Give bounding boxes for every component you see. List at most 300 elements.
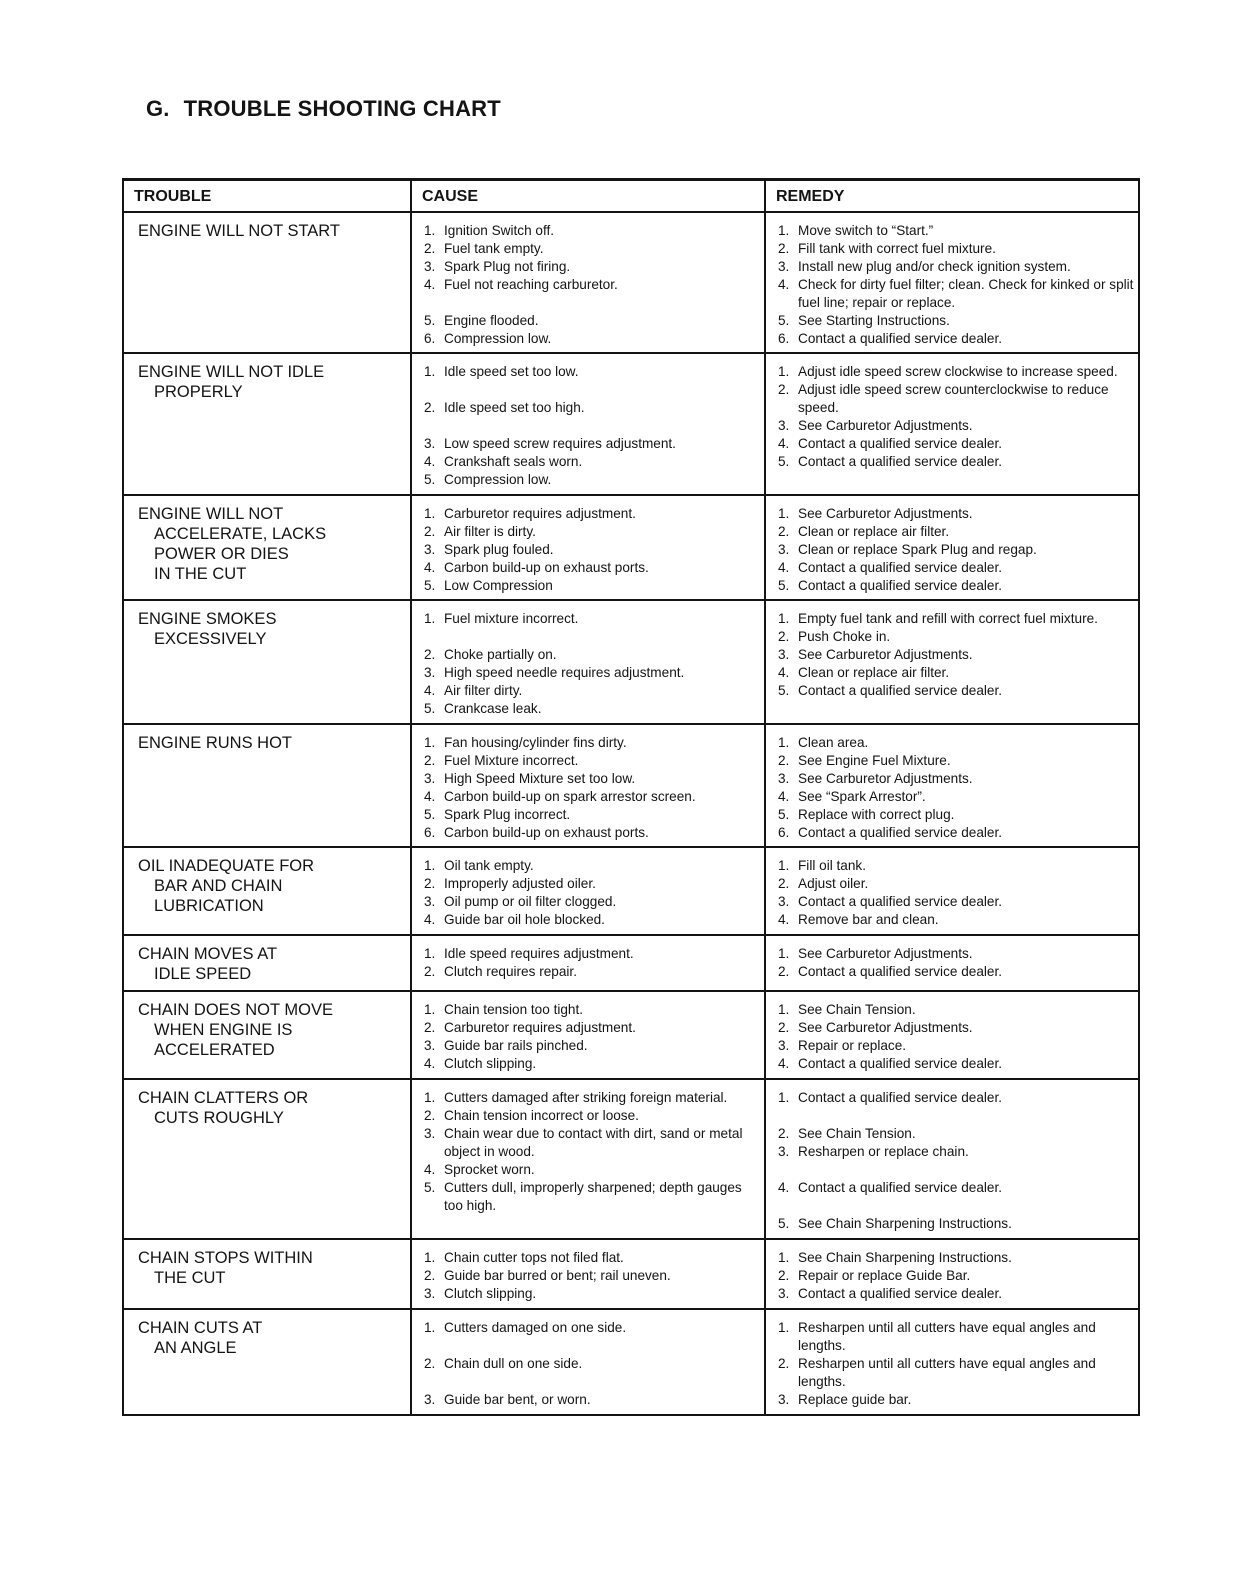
item-number: 5. [424,806,436,822]
item-number: 4. [424,911,436,927]
item-number: 1. [778,1001,790,1017]
item-number: 2. [424,1019,436,1035]
remedy-list [766,213,1138,352]
list-item [778,435,1134,453]
cause-list [412,936,764,985]
cause-cell [411,724,765,847]
trouble-line: CHAIN DOES NOT MOVE [138,1000,333,1019]
list-item [424,734,760,752]
item-number: 6. [778,330,790,346]
cause-cell [411,1239,765,1309]
list-item [424,770,760,788]
list-item [424,1107,760,1125]
trouble-line: OIL INADEQUATE FOR [138,856,315,875]
item-text: See Carburetor Adjustments. [798,417,973,433]
list-item [424,276,760,294]
list-item [778,330,1134,348]
item-text: Spark plug fouled. [444,541,554,557]
list-item [778,857,1134,875]
item-text: Remove bar and clean. [798,911,939,927]
table-row [123,847,1139,935]
item-text: Cutters dull, improperly sharpened; depth gauges too high. [444,1179,742,1213]
item-text: Oil tank empty. [444,857,534,873]
item-number: 2. [778,628,790,644]
trouble-cell [123,1239,411,1309]
table-row [123,600,1139,724]
list-item [424,1391,760,1409]
list-item [778,945,1134,963]
item-number: 1. [778,857,790,873]
list-item [424,523,760,541]
list-item [778,240,1134,258]
list-item [424,258,760,276]
item-text: Contact a qualified service dealer. [798,682,1003,698]
list-item [778,752,1134,770]
item-text: Replace with correct plug. [798,806,955,822]
item-text: Adjust idle speed screw clockwise to increase speed. [798,363,1118,379]
item-text: Spark Plug incorrect. [444,806,571,822]
table-body [123,212,1139,1415]
list-item [778,453,1134,471]
remedy-list [766,936,1138,985]
list-item [778,523,1134,541]
list-item [778,1089,1134,1107]
cause-cell [411,212,765,353]
item-text: Compression low. [444,471,552,487]
item-text: See Carburetor Adjustments. [798,646,973,662]
list-item [424,875,760,893]
item-number: 1. [778,945,790,961]
item-text: Check for dirty fuel filter; clean. Check for kinked or split fuel line; repair or replace. [798,276,1134,310]
item-number: 2. [424,646,436,662]
item-text: Fill tank with correct fuel mixture. [798,240,996,256]
trouble-cell [123,991,411,1079]
item-text: See “Spark Arrestor”. [798,788,926,804]
cause-cell [411,495,765,600]
table-row [123,935,1139,991]
trouble-cell [123,935,411,991]
item-number: 3. [778,770,790,786]
item-number: 5. [424,700,436,716]
item-text: Carbon build-up on spark arrestor screen. [444,788,696,804]
remedy-list [766,601,1138,704]
item-number: 2. [424,963,436,979]
item-text: Contact a qualified service dealer. [798,893,1003,909]
item-number: 4. [778,1055,790,1071]
list-item [778,363,1134,381]
list-item [424,945,760,963]
item-text: Chain tension incorrect or loose. [444,1107,639,1123]
cause-cell [411,847,765,935]
cause-cell [411,600,765,724]
item-number: 3. [424,1391,436,1407]
item-text: Guide bar rails pinched. [444,1037,588,1053]
header-remedy: REMEDY [765,180,1139,212]
list-item [778,1037,1134,1055]
item-number: 2. [778,963,790,979]
item-number: 3. [424,258,436,274]
item-number: 6. [424,824,436,840]
item-text: See Chain Tension. [798,1001,916,1017]
item-number: 2. [424,875,436,891]
list-item [778,505,1134,523]
trouble-line: BAR AND CHAIN [154,876,283,895]
item-text: Low speed screw requires adjustment. [444,435,676,451]
trouble-line: ACCELERATED [154,1040,275,1059]
list-item [778,734,1134,752]
item-text: Guide bar burred or bent; rail uneven. [444,1267,671,1283]
trouble-cell [123,724,411,847]
item-number: 4. [778,1179,790,1195]
item-text: Fan housing/cylinder fins dirty. [444,734,627,750]
table-row [123,724,1139,847]
list-item [424,963,760,981]
list-item [424,752,760,770]
item-number: 4. [424,453,436,469]
item-number: 1. [424,1001,436,1017]
list-item [424,911,760,929]
item-text: Fuel Mixture incorrect. [444,752,579,768]
item-text: See Chain Sharpening Instructions. [798,1215,1012,1231]
item-number: 2. [424,1267,436,1283]
list-item [424,857,760,875]
list-item [424,559,760,577]
list-item [778,628,1134,646]
trouble-line: EXCESSIVELY [154,629,267,648]
list-item [424,1355,760,1373]
item-number: 4. [424,788,436,804]
item-number: 2. [424,1107,436,1123]
list-item [778,541,1134,559]
item-text: Low Compression [444,577,553,593]
table-row [123,353,1139,495]
item-text: Chain tension too tight. [444,1001,584,1017]
list-item [424,1055,760,1073]
item-text: Clutch slipping. [444,1055,537,1071]
list-item [424,788,760,806]
item-text: Repair or replace Guide Bar. [798,1267,971,1283]
trouble-line: WHEN ENGINE IS [154,1020,293,1039]
chart-title: TROUBLE SHOOTING CHART [183,96,501,121]
trouble-line: IN THE CUT [154,564,247,583]
item-number: 5. [778,312,790,328]
list-item [778,222,1134,240]
item-number: 3. [424,1037,436,1053]
header-cause: CAUSE [411,180,765,212]
list-item [778,664,1134,682]
list-item [778,893,1134,911]
item-text: See Starting Instructions. [798,312,950,328]
item-number: 3. [424,1125,436,1141]
item-number: 1. [424,857,436,873]
item-number: 2. [778,381,790,397]
list-item [424,577,760,595]
item-number: 4. [424,682,436,698]
list-item [778,610,1134,628]
item-text: Air filter dirty. [444,682,523,698]
item-text: Crankshaft seals worn. [444,453,583,469]
cause-list [412,848,764,933]
remedy-list [766,496,1138,599]
item-text: Contact a qualified service dealer. [798,453,1003,469]
item-number: 1. [424,945,436,961]
item-number: 3. [424,435,436,451]
item-text: Contact a qualified service dealer. [798,330,1003,346]
list-item [778,682,1134,700]
remedy-cell [765,935,1139,991]
trouble-cell [123,495,411,600]
item-text: Clean or replace Spark Plug and regap. [798,541,1037,557]
item-number: 1. [778,505,790,521]
item-number: 2. [778,1355,790,1371]
item-number: 2. [778,1267,790,1283]
item-number: 3. [424,664,436,680]
table-row [123,495,1139,600]
remedy-cell [765,353,1139,495]
item-text: See Carburetor Adjustments. [798,945,973,961]
trouble-line: CHAIN CUTS AT [138,1318,263,1337]
item-number: 2. [424,399,436,415]
item-text: High speed needle requires adjustment. [444,664,685,680]
item-number: 5. [778,806,790,822]
item-number: 1. [778,1319,790,1335]
item-text: Adjust oiler. [798,875,869,891]
remedy-cell [765,1079,1139,1239]
list-item [778,770,1134,788]
list-item [778,1125,1134,1143]
cause-cell [411,991,765,1079]
item-number: 5. [778,453,790,469]
list-item [778,788,1134,806]
list-item [424,399,760,417]
table-row [123,212,1139,353]
cause-cell [411,935,765,991]
item-text: Spark Plug not firing. [444,258,571,274]
trouble-cell [123,353,411,495]
item-text: Move switch to “Start.” [798,222,934,238]
item-number: 1. [424,222,436,238]
trouble-line: ENGINE RUNS HOT [138,733,293,752]
table-row [123,1239,1139,1309]
list-item [778,577,1134,595]
item-number: 4. [778,559,790,575]
item-text: Guide bar oil hole blocked. [444,911,605,927]
item-number: 6. [424,330,436,346]
trouble-line: CHAIN MOVES AT [138,944,278,963]
item-text: Resharpen until all cutters have equal angles and lengths. [798,1355,1096,1389]
item-text: Idle speed set too low. [444,363,579,379]
item-text: See Carburetor Adjustments. [798,505,973,521]
list-item [424,610,760,628]
item-number: 3. [778,646,790,662]
item-text: Clean area. [798,734,869,750]
list-item [778,1215,1134,1233]
trouble-line: ENGINE WILL NOT [138,504,284,523]
item-text: Idle speed requires adjustment. [444,945,634,961]
item-number: 1. [424,1319,436,1335]
item-text: See Carburetor Adjustments. [798,1019,973,1035]
chart-heading [146,96,501,122]
list-item [778,1001,1134,1019]
item-text: Improperly adjusted oiler. [444,875,596,891]
table-row [123,1309,1139,1415]
list-item [424,1037,760,1055]
trouble-line: ENGINE WILL NOT IDLE [138,362,325,381]
item-number: 1. [778,734,790,750]
list-item [424,1001,760,1019]
item-number: 1. [778,363,790,379]
list-item [778,963,1134,981]
item-text: Idle speed set too high. [444,399,585,415]
item-number: 2. [424,752,436,768]
header-row [123,180,1139,212]
remedy-cell [765,495,1139,600]
item-text: Clutch slipping. [444,1285,537,1301]
remedy-cell [765,600,1139,724]
cause-list [412,601,764,722]
item-text: See Engine Fuel Mixture. [798,752,951,768]
list-item [424,1179,760,1215]
trouble-cell [123,1079,411,1239]
list-item [778,1143,1134,1161]
item-number: 3. [778,1037,790,1053]
item-text: See Chain Tension. [798,1125,916,1141]
item-text: Contact a qualified service dealer. [798,559,1003,575]
list-item [424,453,760,471]
list-item [424,1089,760,1107]
item-number: 5. [424,471,436,487]
remedy-cell [765,991,1139,1079]
list-item [424,682,760,700]
remedy-cell [765,1239,1139,1309]
item-number: 4. [778,788,790,804]
cause-list [412,725,764,846]
item-text: Compression low. [444,330,552,346]
item-number: 1. [424,610,436,626]
item-text: Carburetor requires adjustment. [444,1019,636,1035]
item-number: 3. [424,770,436,786]
item-text: Oil pump or oil filter clogged. [444,893,617,909]
item-text: Contact a qualified service dealer. [798,824,1003,840]
cause-cell [411,1079,765,1239]
list-item [424,1125,760,1161]
trouble-line: LUBRICATION [154,896,264,915]
item-number: 2. [778,1125,790,1141]
list-item [424,312,760,330]
item-number: 3. [424,541,436,557]
item-number: 5. [778,1215,790,1231]
item-text: Replace guide bar. [798,1391,912,1407]
remedy-list [766,354,1138,475]
remedy-list [766,1240,1138,1307]
item-number: 2. [778,1019,790,1035]
list-item [424,824,760,842]
item-text: See Chain Sharpening Instructions. [798,1249,1012,1265]
list-item [424,1285,760,1303]
item-text: Clean or replace air filter. [798,523,950,539]
item-text: Contact a qualified service dealer. [798,1285,1003,1301]
item-number: 2. [778,875,790,891]
list-item [778,381,1134,417]
list-item [424,330,760,348]
list-item [778,875,1134,893]
item-number: 2. [424,1355,436,1371]
item-number: 3. [778,541,790,557]
item-text: Air filter is dirty. [444,523,536,539]
item-number: 4. [778,664,790,680]
item-text: Cutters damaged on one side. [444,1319,627,1335]
item-text: Guide bar bent, or worn. [444,1391,591,1407]
list-item [778,1391,1134,1409]
item-text: Contact a qualified service dealer. [798,1055,1003,1071]
item-number: 1. [778,1249,790,1265]
item-number: 1. [424,505,436,521]
item-text: Choke partially on. [444,646,557,662]
item-number: 5. [424,1179,436,1195]
list-item [424,893,760,911]
item-number: 4. [424,1055,436,1071]
item-text: Carbon build-up on exhaust ports. [444,824,649,840]
item-number: 2. [424,523,436,539]
item-number: 5. [424,312,436,328]
list-item [778,646,1134,664]
remedy-list [766,848,1138,933]
cause-list [412,1240,764,1307]
item-text: Contact a qualified service dealer. [798,435,1003,451]
item-number: 4. [778,276,790,292]
list-item [424,1249,760,1267]
table-row [123,991,1139,1079]
item-text: Crankcase leak. [444,700,542,716]
trouble-line: AN ANGLE [154,1338,237,1357]
item-number: 4. [424,559,436,575]
item-text: Fuel not reaching carburetor. [444,276,618,292]
list-item [778,1179,1134,1197]
list-item [778,824,1134,842]
remedy-cell [765,724,1139,847]
item-text: Cutters damaged after striking foreign material. [444,1089,728,1105]
trouble-cell [123,1309,411,1415]
item-text: Contact a qualified service dealer. [798,963,1003,979]
item-text: Contact a qualified service dealer. [798,577,1003,593]
item-number: 3. [424,1285,436,1301]
item-text: Carburetor requires adjustment. [444,505,636,521]
item-number: 1. [424,1249,436,1265]
list-item [778,1285,1134,1303]
table-row [123,1079,1139,1239]
item-text: Fuel mixture incorrect. [444,610,579,626]
section-letter: G. [146,96,170,121]
header-trouble: TROUBLE [123,180,411,212]
list-item [424,646,760,664]
item-number: 3. [778,1143,790,1159]
item-text: Adjust idle speed screw counterclockwise to reduce speed. [798,381,1109,415]
list-item [424,1319,760,1337]
item-number: 3. [424,893,436,909]
item-number: 2. [778,240,790,256]
list-item [424,505,760,523]
item-text: Contact a qualified service dealer. [798,1089,1003,1105]
cause-list [412,992,764,1077]
trouble-line: CHAIN STOPS WITHIN [138,1248,313,1267]
trouble-line: PROPERLY [154,382,243,401]
item-number: 2. [778,523,790,539]
remedy-list [766,725,1138,846]
item-text: Engine flooded. [444,312,539,328]
item-text: Chain cutter tops not filed flat. [444,1249,624,1265]
item-text: High Speed Mixture set too low. [444,770,636,786]
trouble-line: ENGINE WILL NOT START [138,221,341,240]
